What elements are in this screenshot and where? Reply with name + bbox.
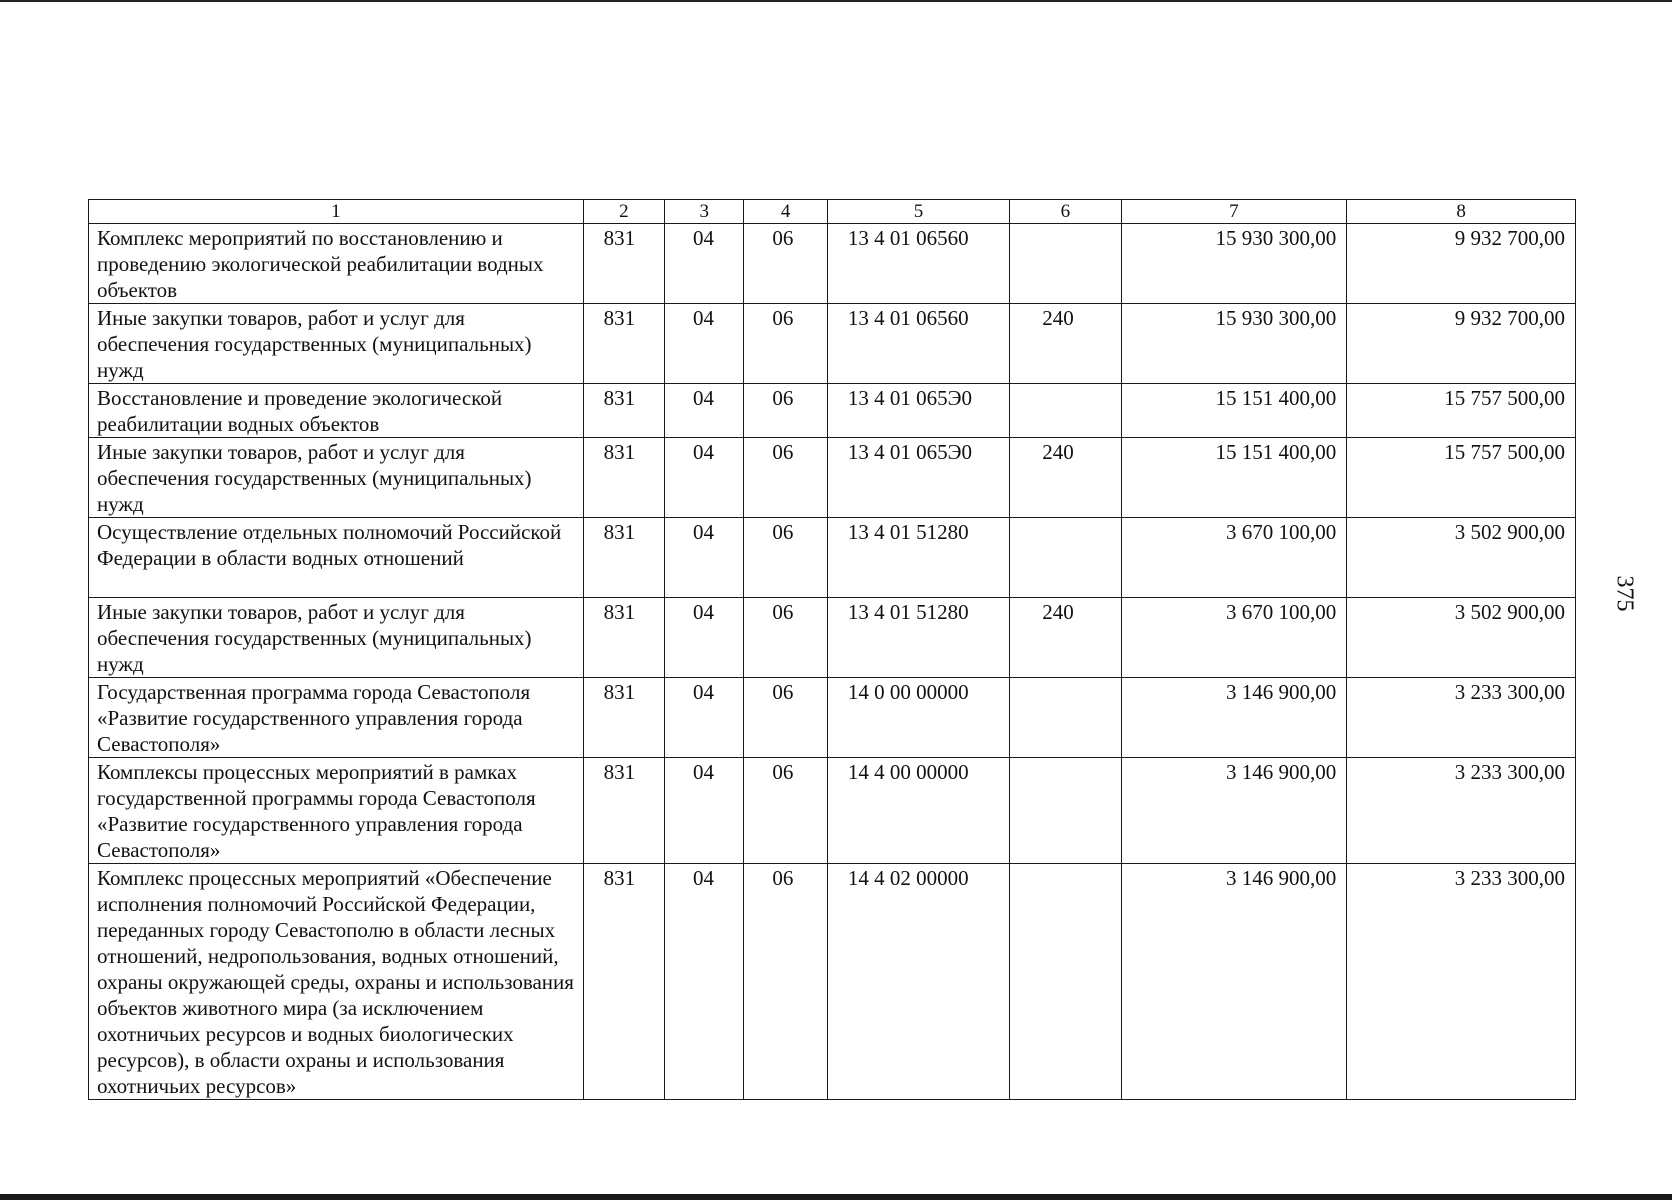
column-number-subsection: 4 <box>744 200 827 224</box>
row-name: Осуществление отдельных полномочий Российской Федерации в области водных отношений <box>89 518 584 598</box>
row-target: 13 4 01 51280 <box>827 598 1009 678</box>
row-ministry: 831 <box>583 864 664 1100</box>
table-row <box>89 224 1576 304</box>
row-name: Государственная программа города Севастополя «Развитие государственного управления города Севастополя» <box>89 678 584 758</box>
table-row <box>89 384 1576 438</box>
row-name: Иные закупки товаров, работ и услуг для обеспечения государственных (муниципальных) нужд <box>89 438 584 518</box>
row-name: Восстановление и проведение экологической реабилитации водных объектов <box>89 384 584 438</box>
row-subsection: 06 <box>744 758 827 864</box>
row-subsection: 06 <box>744 224 827 304</box>
column-number-sum2: 8 <box>1347 200 1576 224</box>
row-vr: 240 <box>1010 304 1121 384</box>
row-vr <box>1010 864 1121 1100</box>
table-row <box>89 598 1576 678</box>
row-section: 04 <box>665 758 744 864</box>
row-section: 04 <box>665 864 744 1100</box>
row-sum2: 9 932 700,00 <box>1347 304 1576 384</box>
row-ministry: 831 <box>583 438 664 518</box>
row-sum2: 15 757 500,00 <box>1347 384 1576 438</box>
row-subsection: 06 <box>744 384 827 438</box>
row-ministry: 831 <box>583 598 664 678</box>
row-vr <box>1010 678 1121 758</box>
row-name: Комплексы процессных мероприятий в рамках государственной программы города Севастополя «Развитие государственного управления города Севастополя» <box>89 758 584 864</box>
column-number-name: 1 <box>89 200 584 224</box>
row-target: 14 0 00 00000 <box>827 678 1009 758</box>
row-sum1: 3 146 900,00 <box>1121 758 1347 864</box>
row-section: 04 <box>665 304 744 384</box>
column-number-target: 5 <box>827 200 1009 224</box>
row-target: 13 4 01 065Э0 <box>827 438 1009 518</box>
table-row <box>89 518 1576 598</box>
table-row <box>89 864 1576 1100</box>
row-ministry: 831 <box>583 304 664 384</box>
row-ministry: 831 <box>583 518 664 598</box>
column-number-vr: 6 <box>1010 200 1121 224</box>
page-number: 375 <box>1611 575 1638 612</box>
row-sum1: 15 151 400,00 <box>1121 438 1347 518</box>
row-vr <box>1010 758 1121 864</box>
row-sum1: 3 670 100,00 <box>1121 598 1347 678</box>
row-sum2: 15 757 500,00 <box>1347 438 1576 518</box>
row-ministry: 831 <box>583 224 664 304</box>
row-target: 13 4 01 065Э0 <box>827 384 1009 438</box>
row-sum1: 3 146 900,00 <box>1121 864 1347 1100</box>
row-sum1: 15 930 300,00 <box>1121 224 1347 304</box>
row-target: 14 4 02 00000 <box>827 864 1009 1100</box>
scan-bottom-edge <box>0 1194 1672 1200</box>
row-subsection: 06 <box>744 304 827 384</box>
row-subsection: 06 <box>744 598 827 678</box>
row-ministry: 831 <box>583 758 664 864</box>
row-subsection: 06 <box>744 864 827 1100</box>
row-subsection: 06 <box>744 678 827 758</box>
row-section: 04 <box>665 224 744 304</box>
row-subsection: 06 <box>744 518 827 598</box>
row-vr: 240 <box>1010 438 1121 518</box>
row-ministry: 831 <box>583 384 664 438</box>
row-sum2: 3 233 300,00 <box>1347 678 1576 758</box>
row-section: 04 <box>665 384 744 438</box>
row-sum2: 3 502 900,00 <box>1347 518 1576 598</box>
table-row <box>89 678 1576 758</box>
row-vr <box>1010 384 1121 438</box>
row-sum2: 3 502 900,00 <box>1347 598 1576 678</box>
table-row <box>89 758 1576 864</box>
row-name: Комплекс мероприятий по восстановлению и проведению экологической реабилитации водных объектов <box>89 224 584 304</box>
table-row <box>89 438 1576 518</box>
row-section: 04 <box>665 598 744 678</box>
row-section: 04 <box>665 678 744 758</box>
column-number-section: 3 <box>665 200 744 224</box>
column-number-row <box>89 200 1576 224</box>
row-sum2: 3 233 300,00 <box>1347 758 1576 864</box>
row-name: Иные закупки товаров, работ и услуг для обеспечения государственных (муниципальных) нужд <box>89 598 584 678</box>
row-sum2: 9 932 700,00 <box>1347 224 1576 304</box>
row-sum2: 3 233 300,00 <box>1347 864 1576 1100</box>
row-sum1: 3 670 100,00 <box>1121 518 1347 598</box>
scan-top-edge <box>0 0 1672 2</box>
row-target: 13 4 01 51280 <box>827 518 1009 598</box>
row-sum1: 15 151 400,00 <box>1121 384 1347 438</box>
budget-table <box>88 199 1576 1100</box>
row-ministry: 831 <box>583 678 664 758</box>
column-number-ministry: 2 <box>583 200 664 224</box>
row-sum1: 3 146 900,00 <box>1121 678 1347 758</box>
row-section: 04 <box>665 518 744 598</box>
row-name: Иные закупки товаров, работ и услуг для обеспечения государственных (муниципальных) нужд <box>89 304 584 384</box>
row-sum1: 15 930 300,00 <box>1121 304 1347 384</box>
row-vr <box>1010 518 1121 598</box>
table-row <box>89 304 1576 384</box>
row-target: 13 4 01 06560 <box>827 304 1009 384</box>
row-vr <box>1010 224 1121 304</box>
row-target: 13 4 01 06560 <box>827 224 1009 304</box>
row-vr: 240 <box>1010 598 1121 678</box>
row-name: Комплекс процессных мероприятий «Обеспечение исполнения полномочий Российской Федерации, переданных городу Севастополю в области лесных отношений, недропользования, водных отношений, охраны окружающей среды, охраны и использования объектов животного мира (за исключением охотничьих ресурсов и водных биологических ресурсов), в области охраны и использования охотничьих ресурсов» <box>89 864 584 1100</box>
row-subsection: 06 <box>744 438 827 518</box>
column-number-sum1: 7 <box>1121 200 1347 224</box>
row-target: 14 4 00 00000 <box>827 758 1009 864</box>
row-section: 04 <box>665 438 744 518</box>
